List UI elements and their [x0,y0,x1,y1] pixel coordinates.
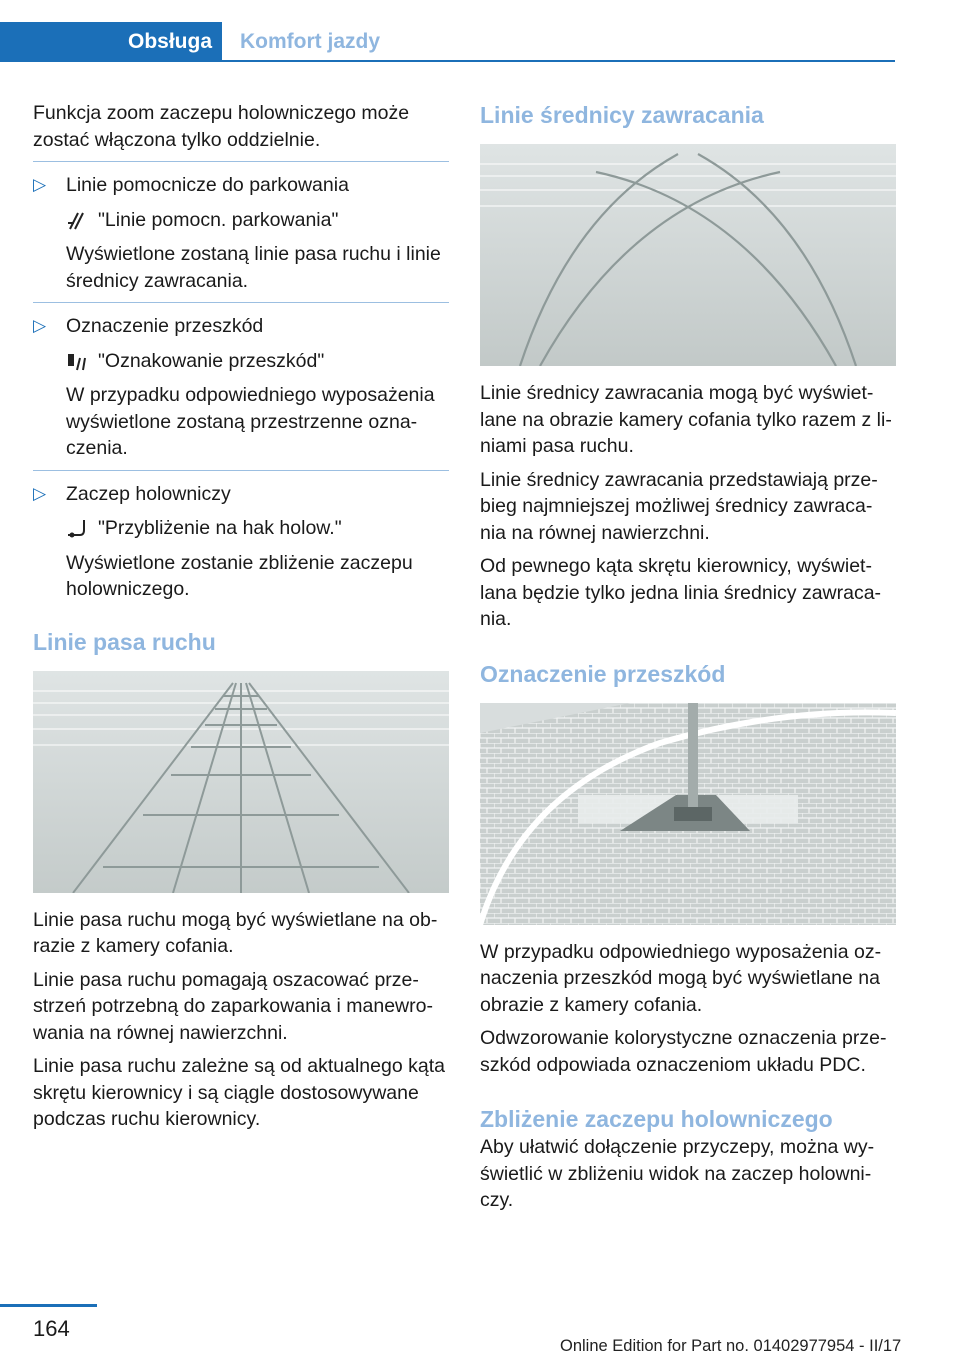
section-heading-obstacle-marking: Oznaczenie przeszkód [480,660,726,687]
header-tabs [0,0,895,62]
list-item-obstacle-marking [33,313,449,462]
right-column [480,100,896,1221]
section-heading-turning-circle: Linie średnicy zawracania [480,102,764,128]
footer-rule [0,1304,97,1307]
obstacle-paragraph-1: W przypadku odpowiedniego wyposażenia oz‐naczenia przeszkód mogą być wyświetlane na obrazie z kamery cofania. [480,940,882,1016]
edition-note: Online Edition for Part no. 01402977954 - II/17 [560,1337,902,1355]
triangle-bullet-icon: ▷ [33,175,47,194]
intro-text: Funkcja zoom zaczepu holowniczego może zostać włączona tylko oddzielnie. [33,102,410,151]
lane-paragraph-1: Linie pasa ruchu mogą być wyświetlane na ob‐razie z kamery cofania. [33,908,438,957]
list-item-tow-hitch [33,481,449,603]
bullet-title: Linie pomocnicze do parkowania [66,174,349,196]
menu-item-label: "Oznakowanie przeszkód" [98,349,325,372]
obstacle-marking-image [480,703,896,925]
turning-circle-image [480,144,896,366]
parking-lines-icon [66,209,88,231]
header-rule [0,60,895,62]
turning-paragraph-3: Od pewnego kąta skrętu kierownicy, wyświet‐lana będzie tylko jedna linia średnicy zawraca‐nia. [480,555,882,630]
separator [33,470,449,471]
list-item-parking-lines [33,172,449,294]
left-column [33,100,449,1140]
lane-paragraph-2: Linie pasa ruchu pomagają oszacować prze‐strzeń potrzebną do zaparkowania i manewro‐wania na równej nawierzchni. [33,968,433,1044]
bullet-description: Wyświetlone zostaną linie pasa ruchu i linie średnicy zawracania. [66,243,441,292]
lane-lines-image [33,671,449,893]
menu-item-label: "Przybliżenie na hak holow." [98,517,342,539]
page-number: 164 [33,1316,70,1341]
menu-item-label: "Linie pomocn. parkowania" [98,208,339,231]
separator [33,161,449,162]
lane-paragraph-3: Linie pasa ruchu zależne są od aktualnego kąta skrętu kierownicy i są ciągle dostosowywane podczas ruchu kierownicy. [33,1055,445,1130]
turning-paragraph-1: Linie średnicy zawracania mogą być wyświet‐lane na obrazie kamery cofania tylko razem z li‐niami pasa ruchu. [480,382,892,457]
obstacle-paragraph-2: Odwzorowanie kolorystyczne oznaczenia prze‐szkód odpowiada oznaczeniom układu PDC. [480,1027,887,1076]
tow-hitch-icon [66,517,88,539]
bullet-title: Oznaczenie przeszkód [66,315,264,337]
hitch-paragraph-1: Aby ułatwić dołączenie przyczepy, można wy‐świetlić w zbliżeniu widok na zaczep holowni‐czy. [480,1136,875,1211]
tab-obsluga[interactable]: Obsługa [0,22,222,62]
separator [33,302,449,303]
turning-paragraph-2: Linie średnicy zawracania przedstawiają prze‐bieg najmniejszej możliwej średnicy zawraca‐nia na równej nawierzchni. [480,468,878,544]
obstacle-marking-icon [66,350,88,372]
tab-komfort-jazdy[interactable]: Komfort jazdy [240,30,381,53]
triangle-bullet-icon: ▷ [33,316,47,335]
bullet-description: W przypadku odpowiedniego wyposażenia wyświetlone zostaną przestrzenne ozna‐czenia. [66,384,435,459]
section-heading-lane-lines: Linie pasa ruchu [33,628,216,655]
bullet-description: Wyświetlone zostanie zbliżenie zaczepu holowniczego. [66,551,413,600]
section-heading-hitch-zoom: Zbliżenie zaczepu holowniczego [480,1106,833,1132]
triangle-bullet-icon: ▷ [33,483,47,503]
bullet-title: Zaczep holowniczy [66,482,231,505]
